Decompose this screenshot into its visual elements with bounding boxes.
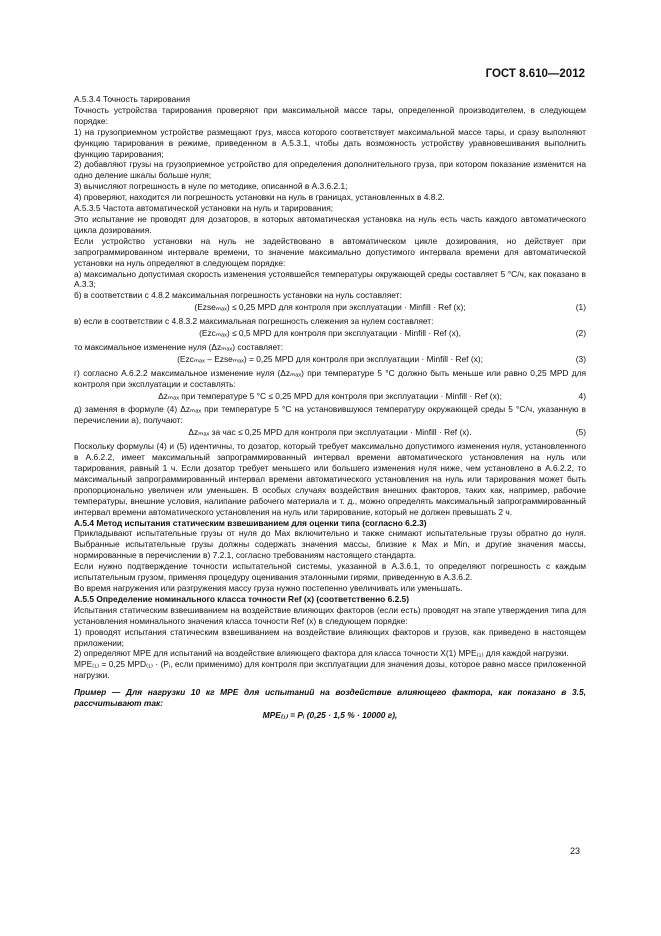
equation-text: (Ezcₘₐₓ – Ezseₘₐₓ) = 0,25 MPD для контроля при эксплуатации · Minfill · Ref (x); <box>177 353 483 364</box>
paragraph-p24: 2) определяют MPE для испытаний на воздействие влияющего фактора для класса точности X(1) MPE₍₁₎ для каждой нагрузки. <box>74 648 569 659</box>
equation-eq1 <box>74 302 586 313</box>
paragraph-p3: 1) на грузоприемном устройстве размещают груз, масса которого соответствует максимальной массе тары, и сразу выполняют функцию тарирования в режиме, приведенном в А.5.3.1, чтобы дать возможность устройству уравновешивания выполнить функцию тарирования; <box>74 126 586 159</box>
paragraph-p19: Если нужно подтверждение точности испытательной системы, указанной в А.3.6.1, то определяют погрешность с каждым испытательным грузом, применяя процедуру оценивания эталонными гирями, приведенную в А.3.6.2. <box>74 561 586 583</box>
paragraph-p15: д) заменяя в формуле (4) Δzₘₐₓ при температуре 5 °С на установившуюся температуру окружающей среды 5 °С/ч, указанную в перечислении а), получают: <box>74 404 586 426</box>
paragraph-p12: в) если в соответствии с 4.8.3.2 максимальная погрешность слежения за нулем составляет: <box>74 316 434 327</box>
page-number: 23 <box>570 846 581 856</box>
paragraph-p10: а) максимально допустимая скорость изменения устоявшейся температуры окружающей среды составляет 5 °С/ч, как показано в А.3.3; <box>74 268 586 290</box>
paragraph-p20: Во время нагружения или разгружения массу груза нужно постепенно увеличивать или уменьшать. <box>74 582 463 593</box>
paragraph-p1: А.5.3.4 Точность тарирования <box>74 94 191 104</box>
equation-eq4 <box>74 391 586 402</box>
document-body <box>74 94 586 724</box>
equation-number: (2) <box>575 328 586 339</box>
equation-text: MPE₍₁₎ = Pᵢ (0,25 · 1,5 % · 10000 г), <box>262 709 398 720</box>
paragraph-p11: б) в соответствии с 4.8.2 максимальная погрешность установки на нуль составляет: <box>74 290 402 301</box>
equation-eq3 <box>74 354 586 365</box>
equation-text: (Ezcₘₐₓ) ≤ 0,5 MPD для контроля при эксплуатации · Minfill · Ref (x), <box>199 328 461 339</box>
equation-eq2 <box>74 328 586 339</box>
paragraph-p13: то максимальное изменение нуля (Δzₘₐₓ) составляет: <box>74 341 284 352</box>
paragraph-p7: А.5.3.5 Частота автоматической установки на нуль и тарирования; <box>74 203 334 214</box>
paragraph-p26: Пример — Для нагрузки 10 кг MPE для испытаний на воздействие влияющего фактора, как показано в 3.5, рассчитывают так: <box>74 687 586 709</box>
paragraph-p8: Это испытание не проводят для дозаторов, в которых автоматическая установка на нуль есть часть каждого автоматического цикла дозирования. <box>74 213 586 235</box>
equation-eq5 <box>74 427 586 438</box>
paragraph-p14: г) согласно А.6.2.2 максимальное изменение нуля (Δzₘₐₓ) при температуре 5 °С должно быть меньше или равно 0,25 MPD для контроля при эксплуатации и составлять: <box>74 367 586 389</box>
paragraph-p17: А.5.4 Метод испытания статическим взвешиванием для оценки типа (согласно 6.2.3) <box>74 517 427 528</box>
paragraph-p16: Поскольку формулы (4) и (5) идентичны, то дозатор, который требует максимально допустимого изменения нуля, установленного в А.6.2.2, имеет максимальный запрограммированный интервал времени автоматического установления на нуль или тарирования, равный 1 ч. Если дозатор требует меньшего или большего изменения нуля ниже, чем установлено в А.6.2.2, то максимальный запрограммированный интервал времени автоматического установления на нуль или тарирования может быть пропорционально увеличен или уменьшен. В особых случаях воздействия внешних факторов, таких как, например, рабочие температуры, внешние условия, налипание рабочего материала и т. д., можно определять максимальный запрограммированный интервал времени автоматического установления на нуль или тарирование, который не должен превышать 2 ч. <box>74 441 586 517</box>
equation-number: 4) <box>578 390 586 401</box>
equation-number: (1) <box>575 302 586 313</box>
paragraph-p23: 1) проводят испытания статическим взвешиванием на воздействие влияющих факторов и грузов, как приведено в настоящем приложении; <box>74 626 586 648</box>
paragraph-p22: Испытания статическим взвешиванием на воздействие влияющих факторов (если есть) проводят на этапе утверждения типа для установления номинального значения класса точности Ref (x) в следующем порядке: <box>74 604 586 626</box>
document-header: ГОСТ 8.610—2012 <box>485 68 585 80</box>
equation-eq6 <box>74 710 586 721</box>
equation-text: Δzₘₐₓ при температуре 5 °С ≤ 0,25 MPD для контроля при эксплуатации · Minfill · Ref (x); <box>158 390 502 401</box>
equation-text: (Ezseₘₐₓ) ≤ 0,25 MPD для контроля при эксплуатации · Minfill · Ref (x); <box>194 302 466 313</box>
paragraph-p18: Прикладывают испытательные грузы от нуля до Max включительно и также снимают испытательные грузы обратно до нуля. Выбранные испытательные грузы должны содержать значения массы, близкие к Max и Min, и другие значения массы, нормированные в перечислении в) 7.2.1, согласно требованиям настоящего стандарта. <box>74 528 586 561</box>
paragraph-p5: 3) вычисляют погрешность в нуле по методике, описанной в А.3.6.2.1; <box>74 181 348 192</box>
paragraph-p6: 4) проверяют, находится ли погрешность установки на нуль в границах, установленных в 4.8.2. <box>74 192 445 203</box>
equation-text: Δzₘₐₓ за час ≤ 0,25 MPD для контроля при эксплуатации · Minfill · Ref (x). <box>188 427 472 438</box>
paragraph-p21: А.5.5 Определение номинального класса точности Ref (x) (соответственно 6.2.5) <box>74 593 410 604</box>
paragraph-p25: MPE₍₁₎ = 0,25 MPD₍₁₎ · (Pᵢ, если применимо) для контроля при эксплуатации для значения дозы, которое равно массе приложенной нагрузки. <box>74 659 586 681</box>
paragraph-p2: Точность устройства тарирования проверяют при максимальной массе тары, определенной производителем, в следующем порядке: <box>74 104 586 126</box>
paragraph-p4: 2) добавляют грузы на грузоприемное устройство для определения дополнительного груза, при котором показание изменится на одно деление шкалы больше нуля; <box>74 159 586 181</box>
equation-number: (3) <box>575 353 586 364</box>
paragraph-p9: Если устройство установки на нуль не задействовано в автоматическом цикле дозирования, но действует при запрограммированном интервале времени, то значение максимально допустимого интервала времени для автоматической установки на нуль определяют в следующем порядке: <box>74 235 586 268</box>
equation-number: (5) <box>575 427 586 438</box>
